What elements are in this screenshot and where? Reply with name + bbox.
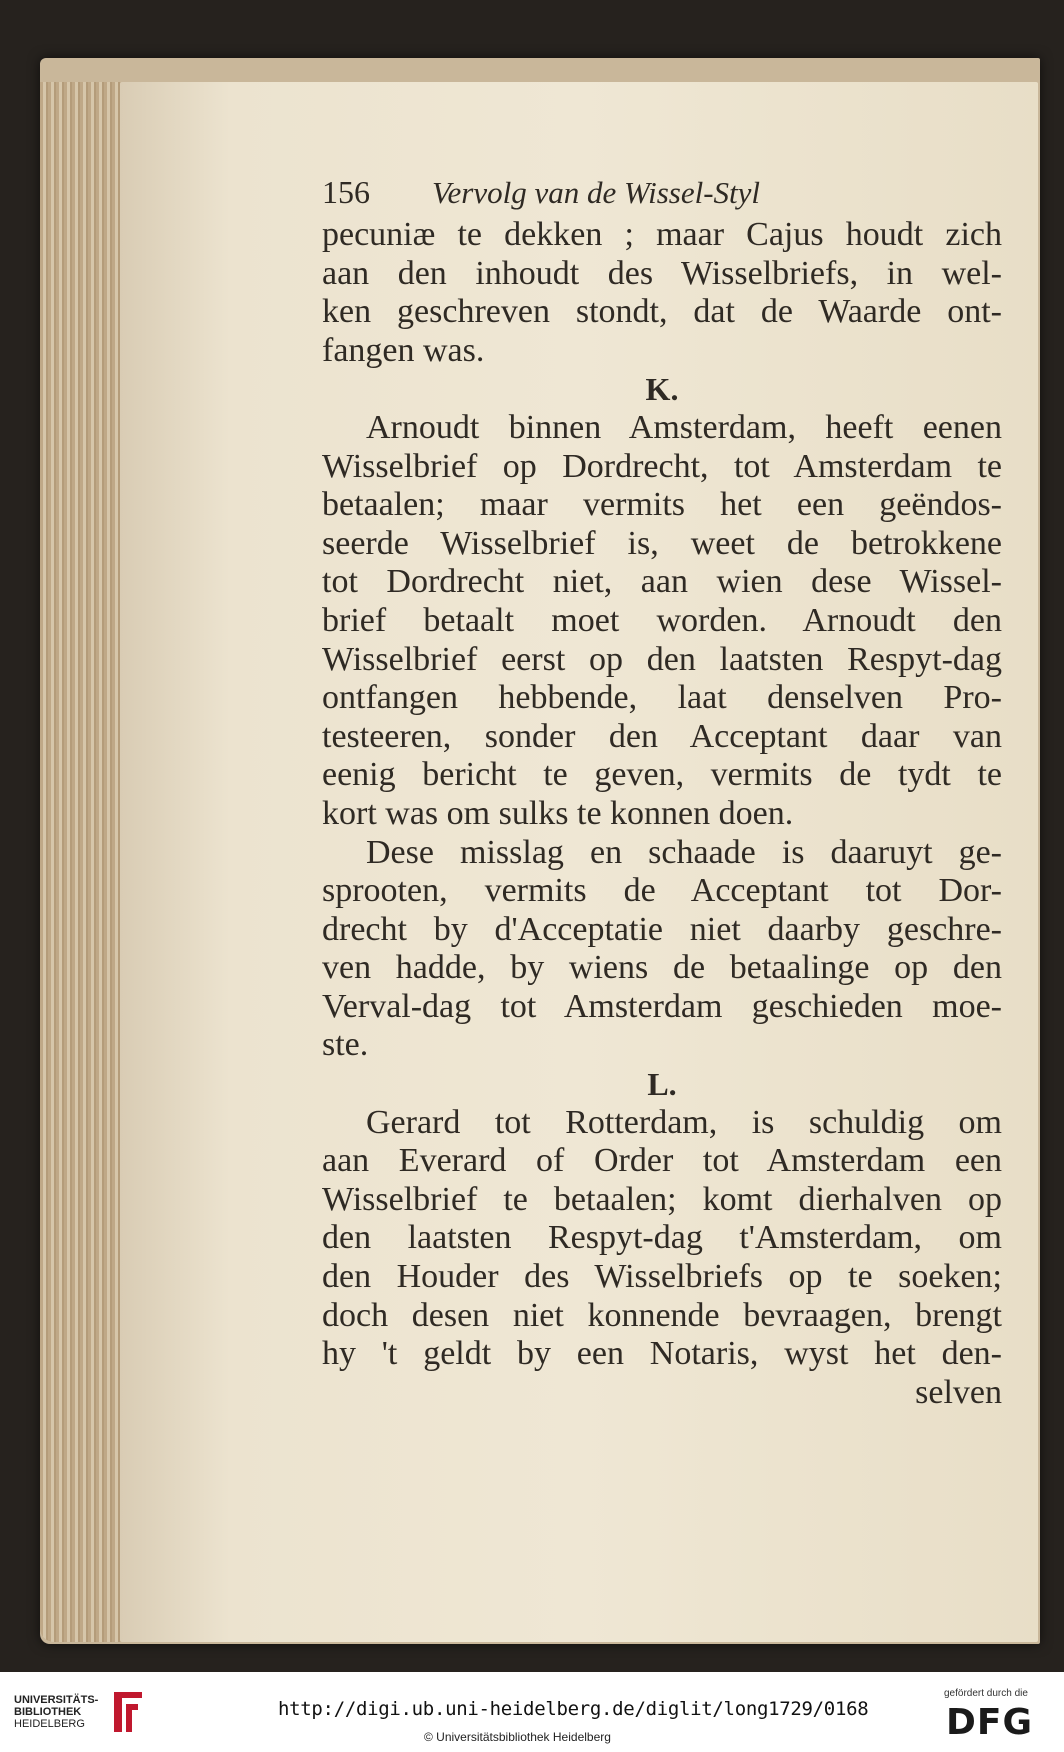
text-line: eenig bericht te geven, vermits de tydt te [322,756,1002,794]
section-letter-l: L. [647,1066,677,1103]
text-line: Arnoudt binnen Amsterdam, heeft eenen [366,408,1002,446]
text-line: ken geschreven stondt, dat de Waarde ont- [322,293,1002,331]
text-line: hy 't geldt by een Notaris, wyst het den- [322,1335,1002,1373]
copyright-notice: © Universitätsbibliothek Heidelberg [424,1730,611,1744]
library-name [14,1694,106,1730]
text-line: Wisselbrief op Dordrecht, tot Amsterdam te [322,447,1002,485]
text-line: ste. [322,1026,369,1064]
funder-label: gefördert durch die [944,1688,1028,1699]
text-line: den Houder des Wisselbriefs op te soeken; [322,1258,1002,1296]
text-line: aan Everard of Order tot Amsterdam een [322,1142,1002,1180]
text-line: Verval-dag tot Amsterdam geschieden moe- [322,987,1002,1025]
text-line: fangen was. [322,331,485,369]
text-line: betaalen; maar vermits het een geëndos- [322,486,1002,524]
library-logo-icon [108,1688,148,1736]
text-line: sprooten, vermits de Acceptant tot Dor- [322,872,1002,910]
text-line: ven hadde, by wiens de betaalinge op den [322,949,1002,987]
text-line: doch desen niet konnende bevraagen, brengt [322,1296,1002,1334]
page-number: 156 [322,174,370,210]
catchword: selven [915,1373,1002,1411]
text-line: seerde Wisselbrief is, weet de betrokkene [322,524,1002,562]
text-line: ontfangen hebbende, laat denselven Pro- [322,679,1002,717]
text-lines [322,216,1002,1412]
text-line: brief betaalt moet worden. Arnoudt den [322,601,1002,639]
library-name-line2: BIBLIOTHEK [14,1706,82,1718]
text-line: Dese misslag en schaade is daaruyt ge- [366,833,1002,871]
text-line: Wisselbrief eerst op den laatsten Respyt-dag [322,640,1002,678]
dfg-logo: DFG [946,1702,1034,1743]
viewer-footer [0,1672,1064,1752]
text-line: kort was om sulks te konnen doen. [322,794,794,832]
section-letter-k: K. [645,371,679,408]
running-head-title: Vervolg van de Wissel-Styl [432,175,760,210]
text-line: Wisselbrief te betaalen; komt dierhalven op [322,1180,1002,1218]
library-name-line3: HEIDELBERG [14,1718,85,1730]
text-line: aan den inhoudt des Wisselbriefs, in wel- [322,254,1002,292]
text-line: drecht by d'Acceptatie niet daarby geschre- [322,910,1002,948]
text-line: testeeren, sonder den Acceptant daar van [322,717,1002,755]
running-header [322,172,1002,216]
text-line: den laatsten Respyt-dag t'Amsterdam, om [322,1219,1002,1257]
text-line: Gerard tot Rotterdam, is schuldig om [366,1103,1002,1141]
permalink-url[interactable]: http://digi.ub.uni-heidelberg.de/diglit/long1729/0168 [278,1698,869,1720]
text-line: pecuniæ te dekken ; maar Cajus houdt zich [322,216,1002,253]
page-text [322,172,1002,1412]
text-line: tot Dordrecht niet, aan wien dese Wissel- [322,563,1002,601]
library-name-line1: UNIVERSITÄTS- [14,1694,99,1706]
